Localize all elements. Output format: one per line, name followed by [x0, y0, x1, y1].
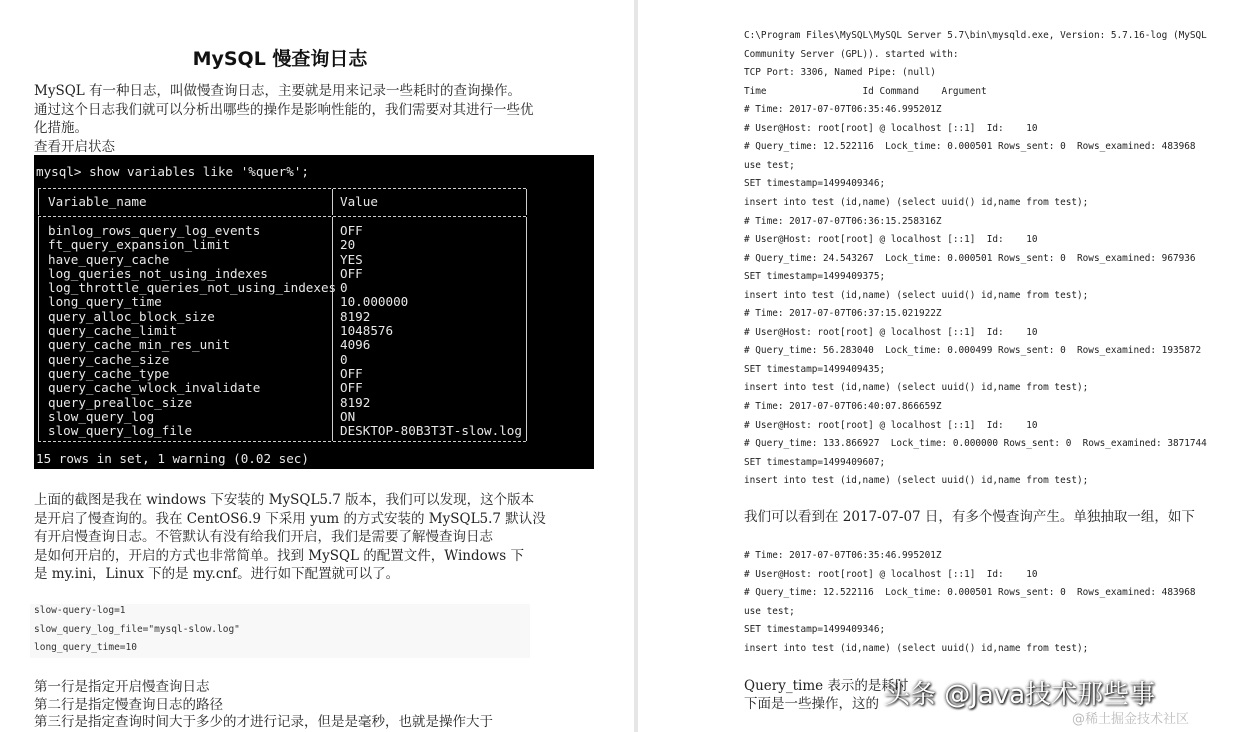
- bottom-line: 下面是一些操作，这的: [744, 696, 879, 712]
- intro-paragraph: MySQL 有一种日志，叫做慢查询日志，主要就是用来记录一些耗时的查询操作。通过这个日志我们就可以分析出哪些的操作是影响性能的，我们需要对其进行一些优化措施。: [34, 83, 534, 136]
- paragraph-line: 上面的截图是我在 windows 下安装的 MySQL5.7 版本，我们可以发现，这个版本: [34, 492, 535, 508]
- variable-value: OFF: [340, 365, 363, 381]
- header-value: Value: [340, 194, 378, 209]
- excerpt-line: # Query_time: 12.522116 Lock_time: 0.000501 Rows_sent: 0 Rows_examined: 483968: [744, 587, 1196, 598]
- watermark: 头条 @Java技术那些事: [884, 680, 1156, 710]
- log-line: SET timestamp=1499409607;: [744, 457, 886, 468]
- variable-value: 4096: [340, 337, 371, 353]
- variable-value: 10.000000: [340, 294, 409, 310]
- log-line: SET timestamp=1499409375;: [744, 271, 886, 282]
- excerpt-line: # User@Host: root[root] @ localhost [::1] Id: 10: [744, 569, 1038, 580]
- variable-name: query_cache_size: [48, 351, 170, 367]
- log-line: insert into test (id,name) (select uuid() id,name from test);: [744, 382, 1089, 393]
- config-line: slow-query-log=1: [34, 605, 126, 616]
- paragraph-line: 有开启慢查询日志。不管默认有没有给我们开启，我们是需要了解慢查询日志: [34, 529, 493, 545]
- variable-name: slow_query_log: [48, 408, 155, 424]
- variable-name: query_alloc_block_size: [48, 308, 215, 324]
- log-line: insert into test (id,name) (select uuid() id,name from test);: [744, 475, 1089, 486]
- variable-value: 8192: [340, 308, 371, 324]
- variable-name: query_cache_min_res_unit: [48, 337, 230, 353]
- variable-name: ft_query_expansion_limit: [48, 237, 230, 253]
- explanation-paragraph: [34, 491, 546, 584]
- variable-value: 20: [340, 237, 356, 253]
- log-line: TCP Port: 3306, Named Pipe: (null): [744, 67, 936, 78]
- excerpt-line: SET timestamp=1499409346;: [744, 624, 886, 635]
- excerpt-line: use test;: [744, 606, 795, 617]
- variable-value: 0: [340, 280, 348, 296]
- variable-value: OFF: [340, 223, 363, 238]
- header-variable-name: Variable_name: [48, 194, 147, 209]
- variable-name: query_cache_wlock_invalidate: [48, 380, 261, 396]
- paragraph-line: 是开启了慢查询的。我在 CentOS6.9 下采用 yum 的方式安装的 MySQL5.7 默认没: [34, 510, 546, 527]
- paragraph-line: 是 my.ini，Linux 下的是 my.cnf。进行如下配置就可以了。: [34, 566, 400, 582]
- variable-name: binlog_rows_query_log_events: [48, 223, 261, 238]
- log-line: # Time: 2017-07-07T06:35:46.995201Z: [744, 104, 942, 115]
- bottom-line: Query_time 表示的是耗时: [744, 678, 909, 694]
- excerpt-line: insert into test (id,name) (select uuid() id,name from test);: [744, 643, 1089, 654]
- table-border-right-body: [526, 217, 527, 441]
- variable-value: OFF: [340, 265, 363, 281]
- log-line: # User@Host: root[root] @ localhost [::1] Id: 10: [744, 327, 1038, 338]
- log-line: # Time: 2017-07-07T06:36:15.258316Z: [744, 216, 942, 227]
- explain-line: 第一行是指定开启慢查询日志: [34, 679, 210, 695]
- table-border-right: [526, 189, 527, 215]
- log-line: # Query_time: 133.866927 Lock_time: 0.000000 Rows_sent: 0 Rows_examined: 3871744: [744, 438, 1207, 449]
- table-border-left: [38, 189, 39, 215]
- variable-name: query_cache_type: [48, 365, 170, 381]
- page-title: MySQL 慢查询日志: [192, 48, 368, 70]
- explain-line: 第二行是指定慢查询日志的路径: [34, 697, 223, 713]
- log-line: # Query_time: 56.283040 Lock_time: 0.000499 Rows_sent: 0 Rows_examined: 1935872: [744, 345, 1202, 356]
- variable-value: YES: [340, 251, 363, 267]
- log-line: use test;: [744, 160, 795, 171]
- excerpt-line: # Time: 2017-07-07T06:35:46.995201Z: [744, 550, 942, 561]
- variable-value: OFF: [340, 380, 363, 396]
- log-line: # User@Host: root[root] @ localhost [::1] Id: 10: [744, 420, 1038, 431]
- table-border-top: [38, 188, 526, 189]
- summary-text: 我们可以看到在 2017-07-07 日，有多个慢查询产生。单独抽取一组，如下: [744, 509, 1195, 525]
- log-line: insert into test (id,name) (select uuid() id,name from test);: [744, 290, 1089, 301]
- log-line: insert into test (id,name) (select uuid() id,name from test);: [744, 197, 1089, 208]
- terminal-command: mysql> show variables like '%quer%';: [36, 164, 309, 179]
- log-line: # User@Host: root[root] @ localhost [::1] Id: 10: [744, 234, 1038, 245]
- variable-name: log_queries_not_using_indexes: [48, 265, 268, 281]
- log-line: # User@Host: root[root] @ localhost [::1] Id: 10: [744, 123, 1038, 134]
- log-line: # Query_time: 12.522116 Lock_time: 0.000501 Rows_sent: 0 Rows_examined: 483968: [744, 141, 1196, 152]
- log-line: SET timestamp=1499409435;: [744, 364, 886, 375]
- log-line: C:\Program Files\MySQL\MySQL Server 5.7\bin\mysqld.exe, Version: 5.7.16-log (MySQL: [744, 30, 1207, 41]
- variable-name: log_throttle_queries_not_using_indexes: [48, 280, 337, 296]
- variable-name: query_prealloc_size: [48, 394, 193, 410]
- variable-value: 8192: [340, 394, 371, 410]
- log-line: Community Server (GPL)). started with:: [744, 49, 959, 60]
- variable-values: [340, 224, 522, 438]
- log-line: # Time: 2017-07-07T06:37:15.021922Z: [744, 308, 942, 319]
- log-line: # Query_time: 24.543267 Lock_time: 0.000501 Rows_sent: 0 Rows_examined: 967936: [744, 253, 1196, 264]
- variable-names: [48, 224, 336, 438]
- config-line: slow_query_log_file="mysql-slow.log": [34, 624, 240, 635]
- mysql-terminal-screenshot: [34, 155, 594, 469]
- watermark-secondary: @稀土掘金技术社区: [1072, 712, 1190, 727]
- log-line: SET timestamp=1499409346;: [744, 178, 886, 189]
- variable-name: have_query_cache: [48, 251, 170, 267]
- table-border-bottom: [38, 441, 526, 442]
- table-border-left-body: [38, 217, 39, 441]
- variable-value: 1048576: [340, 323, 394, 339]
- variable-value: DESKTOP-80B3T3T-slow.log: [340, 423, 522, 439]
- config-line: long_query_time=10: [34, 642, 137, 653]
- variable-value: 0: [340, 351, 348, 367]
- terminal-footer: 15 rows in set, 1 warning (0.02 sec): [36, 451, 309, 466]
- explain-line: 第三行是指定查询时间大于多少的才进行记录，但是是毫秒，也就是操作大于: [34, 714, 493, 730]
- check-status-label: 查看开启状态: [34, 139, 115, 155]
- paragraph-line: 是如何开启的，开启的方式也非常简单。找到 MySQL 的配置文件，Windows 下: [34, 547, 525, 564]
- log-line: Time Id Command Argument: [744, 86, 987, 97]
- config-code-block: [30, 604, 530, 658]
- variable-name: slow_query_log_file: [48, 423, 193, 439]
- log-line: # Time: 2017-07-07T06:40:07.866659Z: [744, 401, 942, 412]
- table-border-mid: [332, 189, 333, 215]
- variable-value: ON: [340, 408, 356, 424]
- table-border-header: [38, 216, 526, 217]
- variable-name: query_cache_limit: [48, 323, 177, 339]
- variable-name: long_query_time: [48, 294, 162, 310]
